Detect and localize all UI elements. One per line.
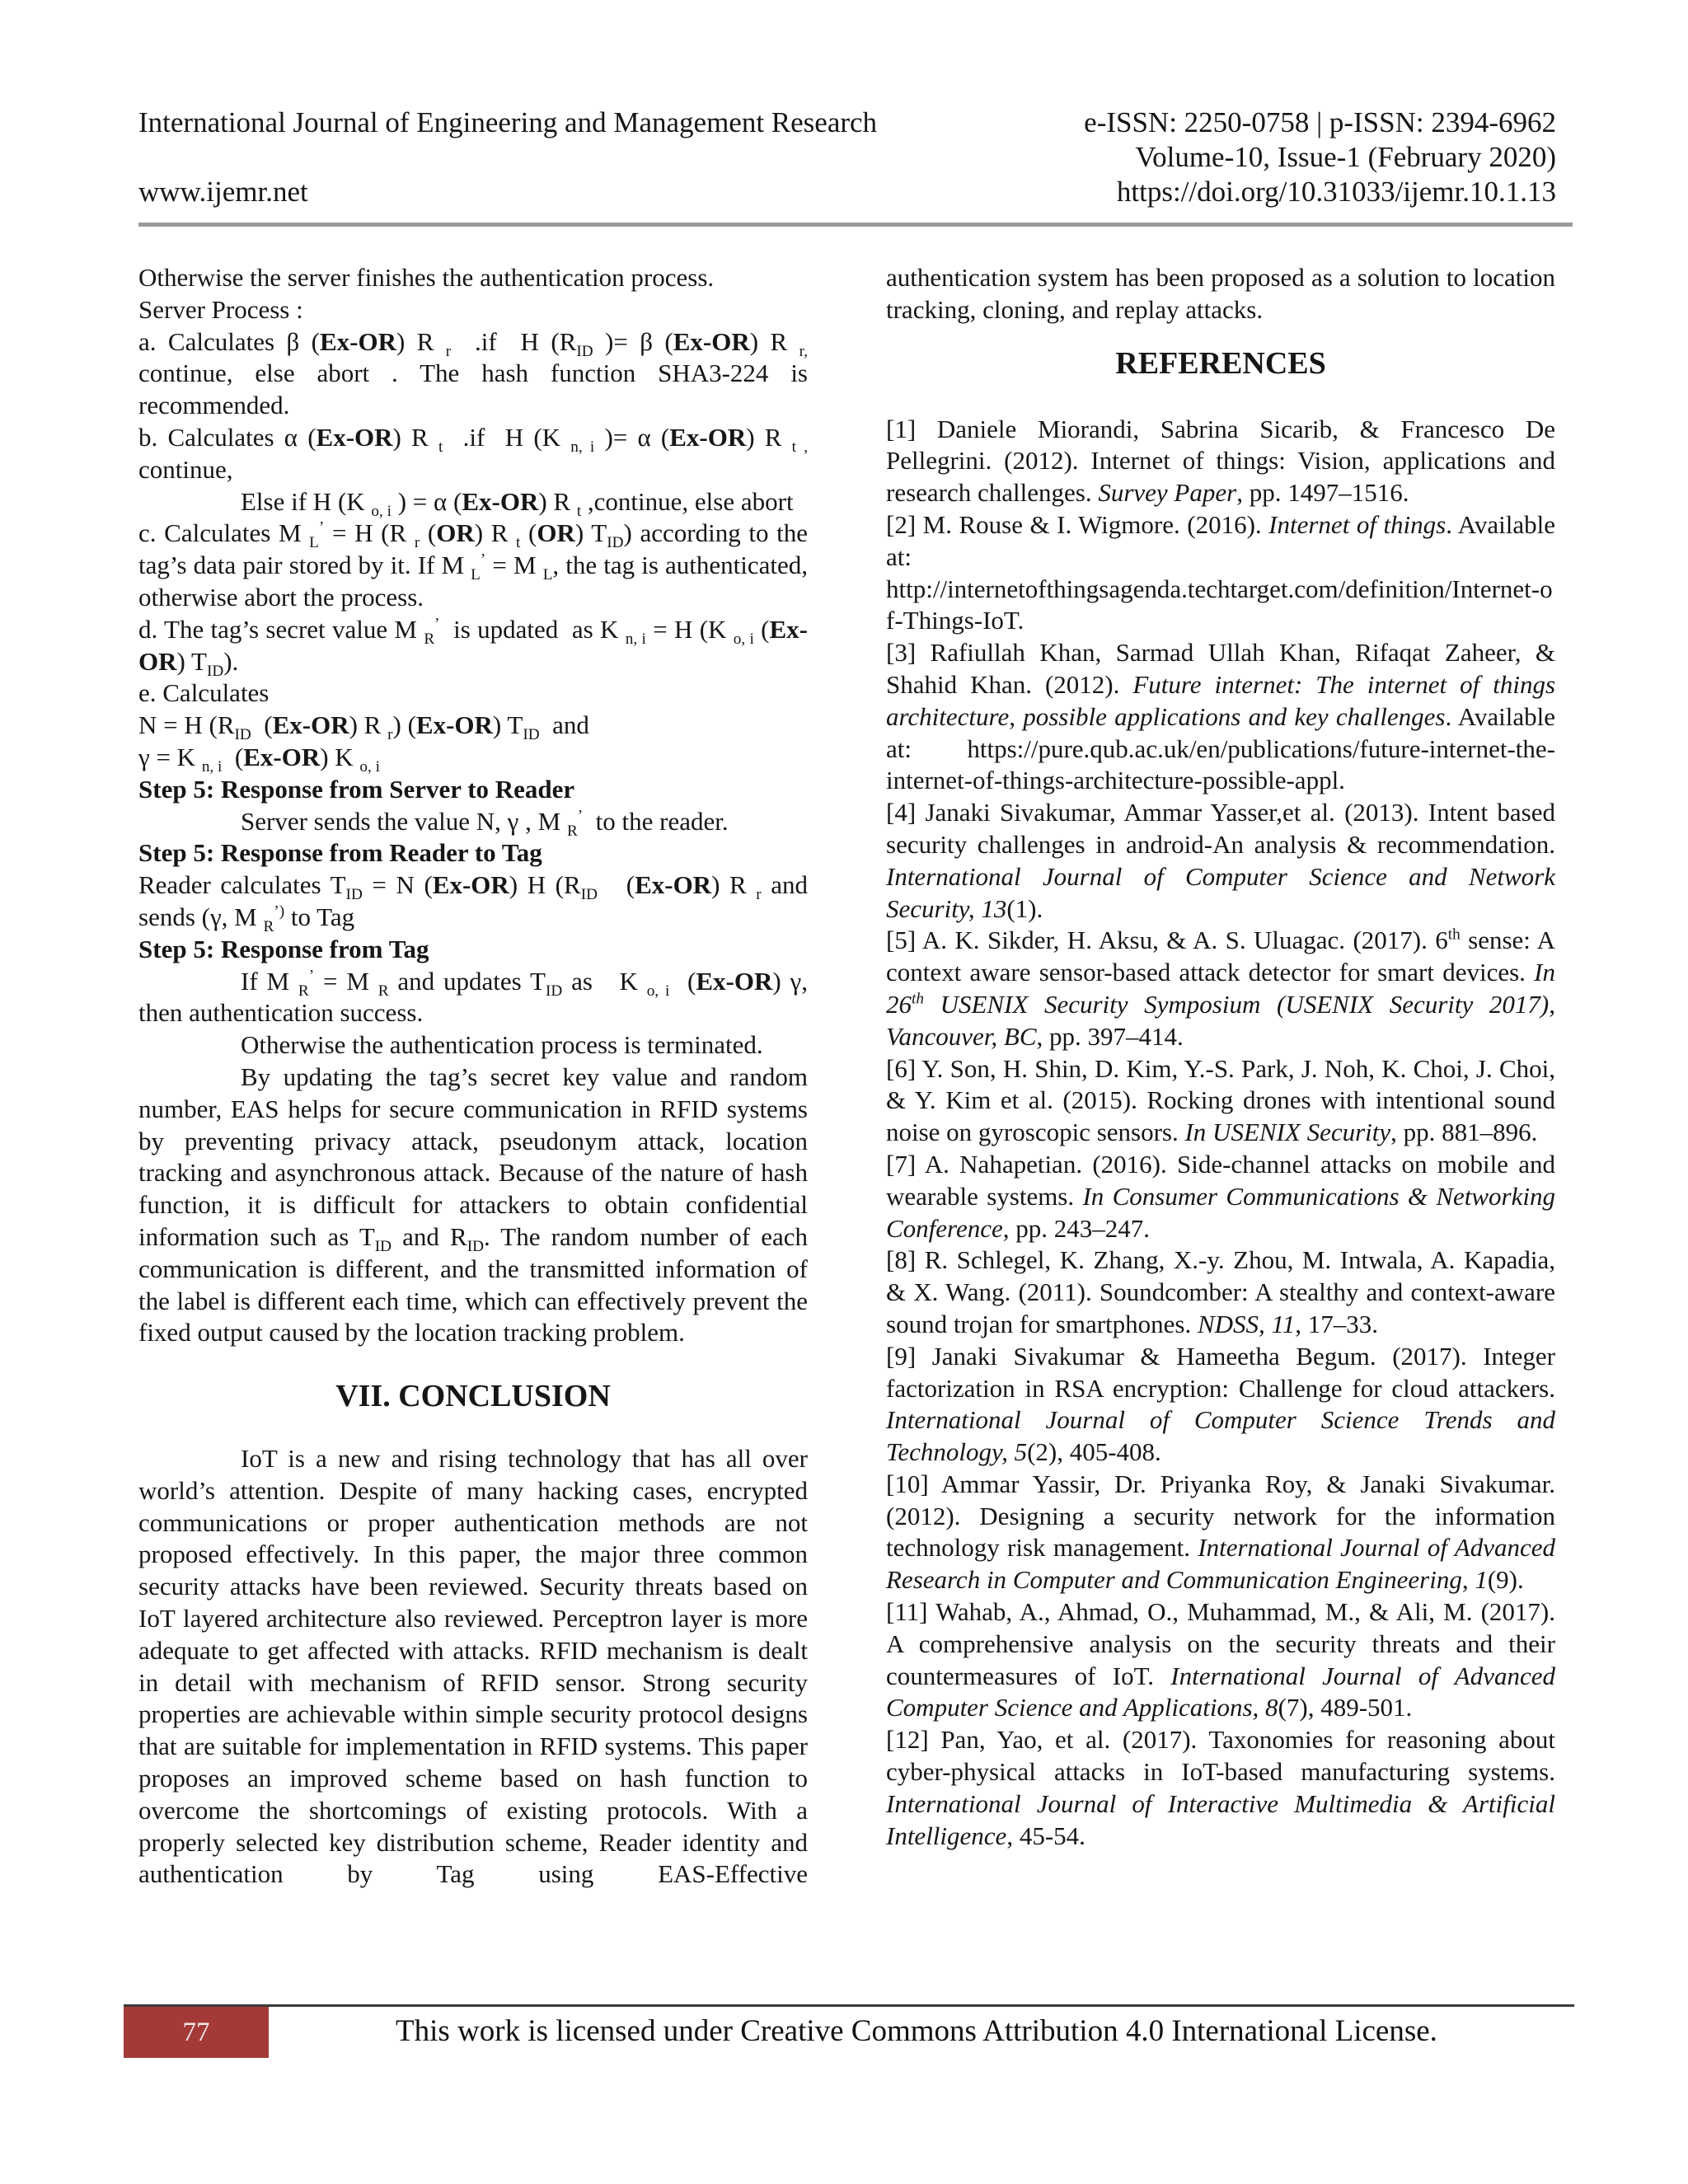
equation-gamma: γ = K $_{n, i}$ (Ex-OR) K $_{o, i}$: [138, 742, 380, 776]
conclusion-heading: VII. CONCLUSION: [335, 1379, 611, 1414]
left-column: [138, 262, 808, 1891]
terminated-text: Otherwise the authentication process is terminated.: [241, 1030, 763, 1060]
volume-issue: Volume-10, Issue-1 (February 2020): [1135, 141, 1556, 173]
step-c: c. Calculates M $_L$’ = H (R $_r$ (OR) R $_t$ (OR) $T_{ID}$) according to the tag’s data pair stored by it. If M $_L$’ = M $_L$, the tag is authenticated, otherwise abort the process.: [138, 518, 809, 612]
license-text[interactable]: This work is licensed under Creative Commons Attribution 4.0 International License.: [396, 2014, 1437, 2048]
step-a: a. Calculates β (Ex-OR) R $_r$ .if H ($R_{ID}$ )= β (Ex-OR) R $_{r,}$ continue, else abort . The hash function SHA3-224 is recommended.: [138, 326, 809, 420]
reference-1: [1] Daniele Miorandi, Sabrina Sicarib, & Francesco De Pellegrini. (2012). Internet of things: Vision, applications and research challenges. Survey Paper, pp. 1497–1516.: [886, 414, 1555, 508]
reference-12: [12] Pan, Yao, et al. (2017). Taxonomies for reasoning about cyber-physical attacks in IoT-based manufacturing systems. International Journal of Interactive Multimedia & Artificial Intelligence, 45-54.: [886, 1725, 1555, 1850]
reference-9: [9] Janaki Sivakumar & Hameetha Begum. (2017). Integer factorization in RSA encryption: Challenge for cloud attackers. International Journal of Computer Science Trends and Technology, 5(2), 405-408.: [886, 1341, 1555, 1467]
references-heading: REFERENCES: [1115, 345, 1326, 381]
footer-rule: [124, 2004, 1574, 2007]
equation-n: N = H ($R_{ID}$ (Ex-OR) R $_r$) (Ex-OR) $T_{ID}$ and: [138, 710, 589, 744]
reference-7: [7] A. Nahapetian. (2016). Side-channel attacks on mobile and wearable systems. In Consumer Communications & Networking Conference, pp. 243–247.: [886, 1149, 1555, 1243]
page-number: 77: [124, 2007, 269, 2058]
body-paragraph: Otherwise the server finishes the authentication process.: [138, 263, 715, 292]
step-e: e. Calculates: [138, 678, 270, 708]
reference-5: [5] A. K. Sikder, H. Aksu, & A. S. Uluagac. (2017). 6th sense: A context aware sensor-based attack detector for smart devices. In 26th USENIX Security Symposium (USENIX Security 2017), Vancouver, BC, pp. 397–414.: [886, 926, 1555, 1051]
step-d: d. The tag’s secret value M $_R$’ is updated as K $_{n, i}$ = H (K $_{o, i}$ (Ex-OR) $T_{ID}$).: [138, 614, 808, 680]
server-process-label: Server Process :: [138, 294, 303, 324]
running-header: [138, 105, 1556, 209]
step-b-else: Else if H (K $_{o, i}$ ) = α (Ex-OR) R $_t$ ,continue, else abort: [241, 486, 794, 520]
reference-2: [2] M. Rouse & I. Wigmore. (2016). Internet of things. Available at: http://internetofthingsagenda.techtarget.com/definition/Internet-of-Things-IoT.: [886, 509, 1555, 635]
step5-reader-tag-heading: Step 5: Response from Reader to Tag: [138, 838, 542, 868]
doi-link[interactable]: https://doi.org/10.31033/ijemr.10.1.13: [1116, 176, 1556, 208]
step-b: b. Calculates α (Ex-OR) R $_t$ .if H (K $_{n, i}$ )= α (Ex-OR) R $_{t ,}$ continue,: [138, 422, 809, 484]
reference-10: [10] Ammar Yassir, Dr. Priyanka Roy, & Janaki Sivakumar. (2012). Designing a security network for the information technology risk management. International Journal of Advanced Research in Computer and Communication Engineering, 1(9).: [886, 1469, 1555, 1595]
reference-3: [3] Rafiullah Khan, Sarmad Ullah Khan, Rifaqat Zaheer, & Shahid Khan. (2012). Future internet: The internet of things architecture, possible applications and key challenges. Available at: https://pure.qub.ac.uk/en/publications/future-internet-the-internet-of-things-architecture-possible-appl.: [886, 638, 1556, 795]
step5-tag-heading: Step 5: Response from Tag: [138, 934, 429, 963]
reference-2-url[interactable]: http://internetofthingsagenda.techtarget.com/definition/Internet-of-Things-IoT.: [886, 574, 1553, 635]
reference-11: [11] Wahab, A., Ahmad, O., Muhammad, M., & Ali, M. (2017). A comprehensive analysis on the security threats and their countermeasures of IoT. International Journal of Advanced Computer Science and Applications, 8(7), 489-501.: [886, 1597, 1555, 1722]
server-sends-text: Server sends the value N, γ , M $_R$’ to the reader.: [241, 806, 729, 840]
reference-4: [4] Janaki Sivakumar, Ammar Yasser,et al. (2013). Intent based security challenges in android-An analysis & recommendation. International Journal of Computer Science and Network Security, 13(1).: [886, 798, 1555, 923]
journal-name: International Journal of Engineering and Management Research: [138, 106, 878, 138]
header-rule: [138, 223, 1573, 227]
conclusion-paragraph: IoT is a new and rising technology that has all over world’s attention. Despite of many hacking cases, encrypted communications or proper authentication methods are not proposed effectively. In this paper, the major three common security attacks have been reviewed. Security threats based on IoT layered architecture also reviewed. Perceptron layer is more adequate to get affected with attacks. RFID mechanism is dealt in detail with mechanism of RFID sensor. Strong security properties are achievable within simple security protocol designs that are suitable for implementation in RFID systems. This paper proposes an improved scheme based on hash function to overcome the shortcomings of existing protocols. With a properly selected key distribution scheme, Reader identity and authentication by Tag using EAS-Effective: [138, 1444, 808, 1889]
website-link[interactable]: www.ijemr.net: [138, 176, 308, 208]
reader-calculates-text: Reader calculates $T_{ID} = N$ (Ex-OR) H ($R_{ID}$ (Ex-OR) R $_r$ and sends (γ, M $_R$’) to Tag: [138, 870, 809, 936]
step5-server-reader-heading: Step 5: Response from Server to Reader: [138, 774, 575, 804]
right-column: [886, 262, 1555, 1852]
reference-6: [6] Y. Son, H. Shin, D. Kim, Y.-S. Park, J. Noh, K. Choi, J. Choi, & Y. Kim et al. (2015). Rocking drones with intentional sound noise on gyroscopic sensors. In USENIX Security, pp. 881–896.: [886, 1053, 1555, 1147]
issn-line: e-ISSN: 2250-0758 | p-ISSN: 2394-6962: [1084, 106, 1556, 138]
updating-paragraph: By updating the tag’s secret key value and random number, EAS helps for secure communication in RFID systems by preventing privacy attack, pseudonym attack, location tracking and asynchronous attack. Because of the nature of hash function, it is difficult for attackers to obtain confidential information such as $T_{ID}$ and $R_{ID}$. The random number of each communication is different, and the transmitted information of the label is different each time, which can effectively prevent the fixed output caused by the location tracking problem.: [138, 1062, 808, 1347]
tag-update-text: If M $_R$’ = M $_R$ and updates $T_{ID}$ as K $_{o, i}$ (Ex-OR) γ, then authentication success.: [138, 966, 808, 1028]
reference-8: [8] R. Schlegel, K. Zhang, X.-y. Zhou, M. Intwala, A. Kapadia, & X. Wang. (2011). Soundcomber: A stealthy and context-aware sound trojan for smartphones. NDSS, 11, 17–33.: [886, 1245, 1555, 1338]
conclusion-continuation: authentication system has been proposed as a solution to location tracking, cloning, and replay attacks.: [886, 263, 1555, 324]
